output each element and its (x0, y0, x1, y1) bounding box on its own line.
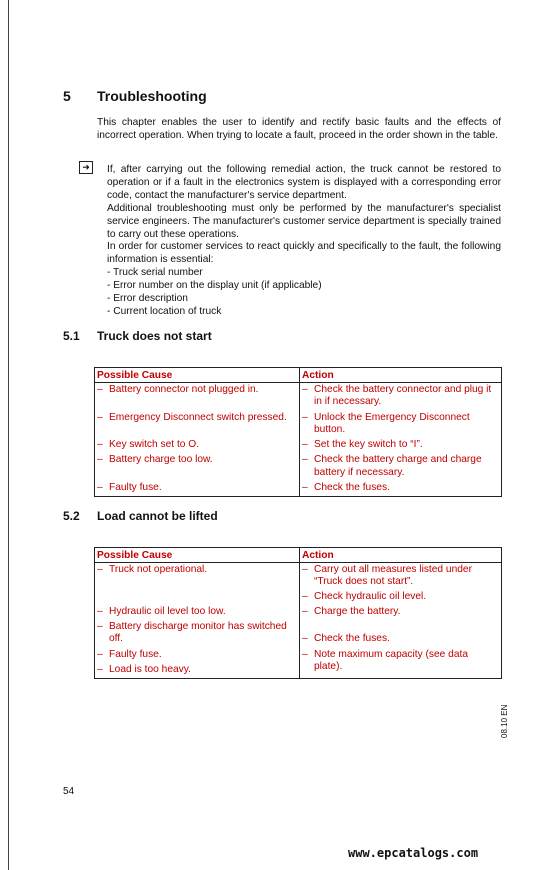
table-row: – Battery discharge monitor has switched off. – Check the fuses. (95, 620, 502, 648)
table-row: – Truck not operational. – Carry out all measures listed under “Truck does not start”. – Check hydraulic oil level. (95, 563, 502, 605)
cause-text: Key switch set to O. (109, 439, 200, 451)
table-row: – Battery connector not plugged in. – Check the battery connector and plug it in if necessary. (95, 383, 502, 411)
revision-code: 08.10 EN (500, 704, 509, 738)
table-row: – Battery charge too low. – Check the battery charge and charge battery if necessary. (95, 453, 502, 481)
table-row: – Faulty fuse. – Note maximum capacity (see data plate). (95, 648, 502, 663)
table-row: – Key switch set to O. – Set the key switch to “I”. (95, 438, 502, 453)
action-text: Note maximum capacity (see data plate). (314, 648, 469, 673)
cause-text: Battery charge too low. (109, 454, 213, 466)
section-title: Troubleshooting (97, 88, 207, 104)
note-line: - Truck serial number (107, 267, 203, 279)
column-header-cause: Possible Cause (95, 548, 300, 563)
column-header-action: Action (300, 548, 502, 563)
section-number: 5 (63, 88, 71, 104)
cause-text: Battery connector not plugged in. (109, 384, 259, 395)
arrow-right-icon: ➜ (79, 161, 93, 174)
column-header-action: Action (300, 368, 502, 383)
action-text: Check hydraulic oil level. (314, 590, 427, 602)
table-row: – Load is too heavy. (95, 663, 502, 679)
subsection-title: Truck does not start (97, 329, 212, 343)
subsection-title: Load cannot be lifted (97, 509, 218, 523)
note-line: In order for customer services to react quickly and specifically to the fault, the following information is essential: (107, 241, 501, 266)
page-left-border (8, 0, 9, 870)
action-text: Check the fuses. (314, 482, 390, 494)
intro-paragraph: This chapter enables the user to identify and rectify basic faults and the effects of incorrect operation. When trying to locate a fault, proceed in the order shown in the table. (97, 117, 501, 141)
action-text: Check the battery connector and plug it in if necessary. (314, 384, 492, 408)
table-row: – Faulty fuse. – Check the fuses. (95, 481, 502, 497)
note-line: - Error number on the display unit (if applicable) (107, 280, 322, 292)
footer-watermark-url: www.epcatalogs.com (348, 846, 479, 860)
action-text: Unlock the Emergency Disconnect button. (314, 411, 470, 435)
cause-text: Emergency Disconnect switch pressed. (109, 411, 287, 423)
action-text: Check the fuses. (314, 633, 390, 645)
troubleshooting-table-truck-start (94, 367, 502, 497)
action-text: Charge the battery. (314, 605, 401, 617)
cause-text: Faulty fuse. (109, 648, 162, 660)
troubleshooting-table-load-lift (94, 547, 502, 679)
note-line: - Error description (107, 293, 188, 305)
action-text: Check the battery charge and charge battery if necessary. (314, 454, 482, 478)
cause-text: Battery discharge monitor has switched off. (109, 621, 287, 645)
cause-text: Truck not operational. (109, 564, 208, 575)
column-header-cause: Possible Cause (95, 368, 300, 383)
subsection-number: 5.2 (63, 509, 80, 523)
cause-text: Hydraulic oil level too low. (109, 605, 226, 617)
note-line: - Current location of truck (107, 305, 222, 317)
note-line: If, after carrying out the following remedial action, the truck cannot be restored to operation or if a fault in the electronics system is displayed with a corresponding error code, contact the manufacturer's service department. (107, 164, 501, 201)
subsection-number: 5.1 (63, 329, 80, 343)
action-text: Set the key switch to “I”. (314, 439, 423, 451)
cause-text: Load is too heavy. (109, 664, 191, 676)
page-number: 54 (63, 786, 75, 797)
table-row: – Hydraulic oil level too low. – Charge the battery. (95, 605, 502, 620)
action-text: Carry out all measures listed under “Truck does not start”. (314, 564, 472, 588)
cause-text: Faulty fuse. (109, 482, 162, 494)
note-block (107, 164, 501, 319)
note-line: Additional troubleshooting must only be performed by the manufacturer's specialist service engineers. The manufacturer's customer service department is specially trained to carry out these operations. (107, 202, 501, 240)
table-row: – Emergency Disconnect switch pressed. – Unlock the Emergency Disconnect button. (95, 411, 502, 439)
